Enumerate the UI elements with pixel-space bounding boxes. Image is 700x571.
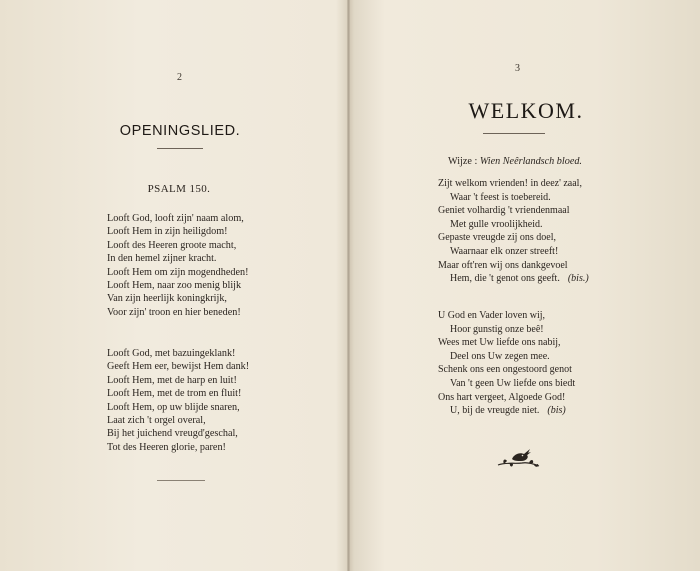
verse-line — [438, 218, 589, 232]
stanza-1 — [107, 212, 248, 319]
stanza-2 — [438, 309, 575, 418]
verse-text: Gepaste vreugde zij ons doel, — [438, 232, 557, 244]
verse-line — [438, 350, 575, 364]
stanza-2 — [107, 347, 249, 454]
verse-text: U, bij de vreugde niet. — [450, 405, 540, 417]
verse-line — [438, 204, 589, 218]
repeat-mark: (bis.) — [567, 273, 589, 285]
verse-line: Bij het juichend vreugd'geschal, — [107, 428, 238, 440]
verse-line: In den hemel zijner kracht. — [107, 253, 217, 265]
verse-line: Looft Hem, met de harp en luit! — [107, 374, 237, 386]
verse-line: Looft Hem om zijn mogendheden! — [107, 266, 249, 278]
tune-line — [448, 156, 582, 167]
page-number: 2 — [177, 72, 182, 83]
verse-text: Hoor gunstig onze beê! — [450, 323, 544, 335]
verse-line: Geeft Hem eer, bewijst Hem dank! — [107, 361, 250, 373]
verse-text: Ons hart vergeet, Algoede God! — [438, 391, 566, 403]
tune-name: Wien Neêrlandsch bloed. — [479, 156, 582, 167]
verse-line: Laat zich 't orgel overal, — [107, 415, 206, 427]
verse-text: Waarnaar elk onzer streeft! — [450, 245, 559, 257]
right-page — [350, 0, 700, 571]
verse-text: Schenk ons een ongestoord genot — [438, 364, 572, 376]
verse-line — [438, 245, 589, 259]
verse-text: Waar 't feest is toebereid. — [450, 191, 551, 203]
verse-text: Met gulle vroolijkheid. — [450, 218, 543, 230]
verse-line: Looft Hem in zijn heiligdom! — [107, 226, 228, 238]
tune-label: Wijze : — [448, 156, 478, 167]
verse-line: Tot des Heeren glorie, paren! — [107, 441, 226, 453]
verse-line — [438, 259, 589, 273]
verse-line: Voor zijn' troon en hier beneden! — [107, 306, 241, 318]
bird-on-branch-icon — [496, 445, 540, 471]
verse-line: Looft des Heeren groote macht, — [107, 239, 237, 251]
verse-text: Maar oft'ren wij ons dankgevoel — [438, 259, 568, 271]
verse-line — [438, 191, 589, 205]
verse-text: U God en Vader loven wij, — [438, 310, 546, 321]
verse-line: Looft Hem, naar zoo menig blijk — [107, 280, 242, 292]
verse-text: Van 't geen Uw liefde ons biedt — [450, 377, 576, 389]
end-rule — [157, 480, 205, 481]
verse-line — [438, 323, 575, 337]
title-rule — [157, 148, 203, 149]
verse-line — [438, 377, 575, 391]
left-page — [0, 0, 348, 571]
page-number: 3 — [515, 63, 520, 74]
verse-line — [438, 336, 575, 350]
title-rule — [483, 133, 545, 134]
verse-text: Deel ons Uw zegen mee. — [450, 350, 550, 362]
verse-line — [438, 363, 575, 377]
page-title: WELKOM. — [468, 98, 584, 123]
stanza-1 — [438, 177, 589, 286]
page-title: OPENINGSLIED. — [119, 123, 241, 139]
verse-line — [438, 404, 575, 418]
verse-line — [438, 177, 589, 191]
verse-line: Looft God, looft zijn' naam alom, — [107, 213, 244, 224]
verse-line — [438, 231, 589, 245]
verse-text: Geniet volhardig 't vriendenmaal — [438, 205, 570, 217]
verse-line — [438, 272, 589, 286]
repeat-mark: (bis) — [547, 405, 566, 417]
verse-text: Zijt welkom vrienden! in deez' zaal, — [438, 178, 582, 189]
verse-text: Wees met Uw liefde ons nabij, — [438, 337, 561, 349]
verse-line: Van zijn heerlijk koningkrijk, — [107, 293, 227, 305]
verse-text: Hem, die 't genot ons geeft. — [450, 273, 560, 285]
verse-line: Looft Hem, met de trom en fluit! — [107, 388, 242, 400]
verse-line — [438, 309, 575, 323]
verse-line — [438, 391, 575, 405]
verse-line: Looft God, met bazuingeklank! — [107, 348, 236, 359]
psalm-heading: PSALM 150. — [147, 183, 211, 195]
verse-line: Looft Hem, op uw blijde snaren, — [107, 401, 240, 413]
